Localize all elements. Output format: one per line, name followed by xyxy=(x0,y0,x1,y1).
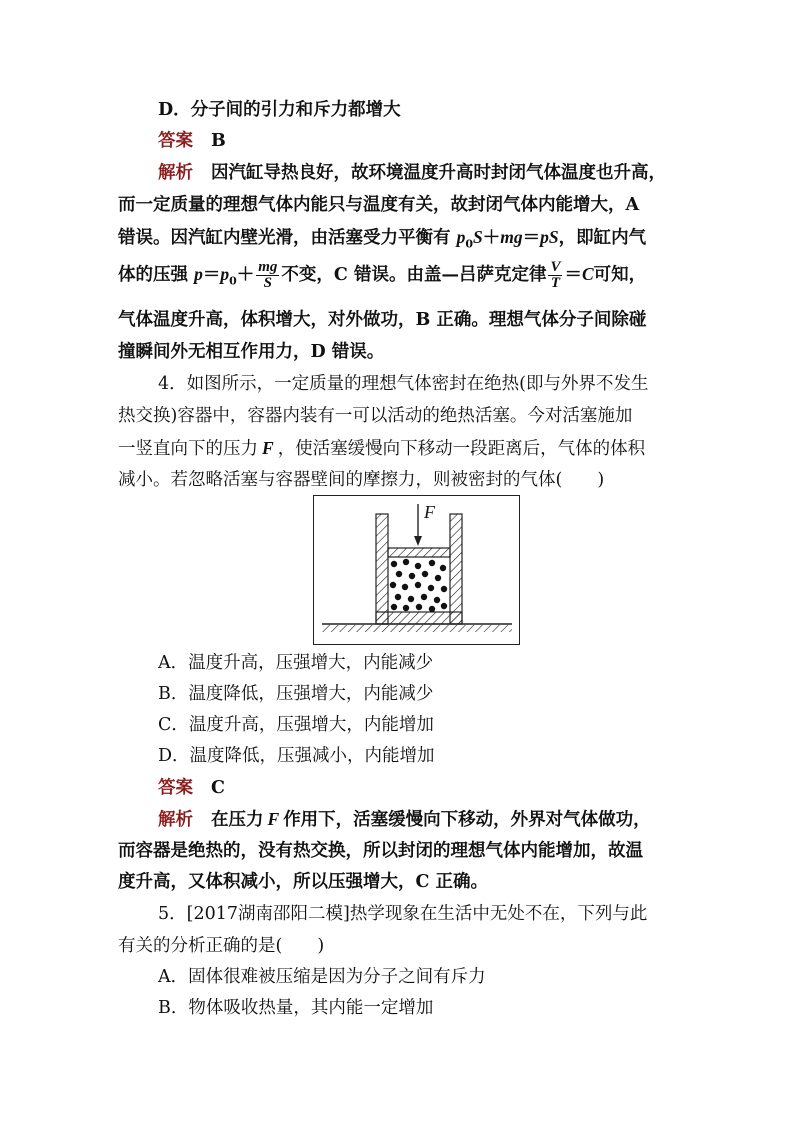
right-wall xyxy=(450,514,462,624)
answer-value: B xyxy=(211,131,226,151)
q3-option-d: D．分子间的引力和斥力都增大 xyxy=(158,100,401,120)
q3-analysis-line-2: 而一定质量的理想气体内能只与温度有关，故封闭气体内能增大，A xyxy=(118,195,640,215)
q3-analysis-line-5: 气体温度升高，体积增大，对外做功，B 正确。理想气体分子间除碰 xyxy=(118,310,647,330)
ground-hatch xyxy=(322,625,512,632)
q5-option-a: A．固体很难被压缩是因为分子之间有斥力 xyxy=(158,967,486,987)
answer-label: 答案 xyxy=(158,131,193,151)
left-wall xyxy=(376,514,388,624)
q4-stem-line-3: 一竖直向下的压力 F ，使活塞缓慢向下移动一段距离后，气体的体积 xyxy=(118,438,646,459)
q3-analysis-line-1: 解析 因汽缸导热良好，故环境温度升高时封闭气体温度也升高， xyxy=(158,163,666,183)
q4-option-c: C．温度升高，压强增大，内能增加 xyxy=(158,715,434,735)
fraction-v-over-t: $\frac{V}{T}$ xyxy=(550,259,561,291)
piston-container-figure xyxy=(313,495,520,645)
gas-molecules xyxy=(390,559,447,612)
q3-answer xyxy=(158,128,226,154)
q5-stem-line-2: 有关的分析正确的是( ) xyxy=(118,936,325,956)
q4-analysis-line-1: 解析 在压力 F 作用下，活塞缓慢向下移动，外界对气体做功， xyxy=(158,809,651,830)
force-arrow-head xyxy=(414,536,422,546)
force-label: F xyxy=(424,502,435,522)
q5-option-b: B．物体吸收热量，其内能一定增加 xyxy=(158,998,434,1018)
analysis-label: 解析 xyxy=(158,163,193,183)
q5-stem-line-1: 5．[2017湖南邵阳二模]热学现象在生活中无处不在，下列与此 xyxy=(158,904,648,924)
q4-answer: 答案 C xyxy=(158,778,225,798)
q4-option-a: A．温度升高，压强增大，内能减少 xyxy=(158,653,434,673)
bottom-wall xyxy=(376,612,462,624)
q3-analysis-line-3: 错误。因汽缸内壁光滑，由活塞受力平衡有 $p_0S+mg=pS$，即缸内气 xyxy=(118,227,647,251)
q4-stem-line-2: 热交换)容器中，容器内装有一可以活动的绝热活塞。今对活塞施加 xyxy=(118,406,633,426)
q4-analysis-line-2: 而容器是绝热的，没有热交换，所以封闭的理想气体内能增加，故温 xyxy=(118,841,643,861)
q4-stem-line-1: 4．如图所示，一定质量的理想气体密封在绝热(即与外界不发生 xyxy=(158,374,649,394)
q4-analysis-line-3: 度升高，又体积减小，所以压强增大，C 正确。 xyxy=(118,872,489,892)
q4-stem-line-4: 减小。若忽略活塞与容器壁间的摩擦力，则被密封的气体( ) xyxy=(118,470,605,490)
fraction-mg-over-s: $\frac{mg}{S}$ xyxy=(258,259,278,291)
q4-option-d: D．温度降低，压强减小，内能增加 xyxy=(158,746,435,766)
q3-analysis-line-4: 体的压强 $p=p_0+$ $\frac{mg}{S}$ 不变，C 错误。由盖—吕萨克定律 $\frac{V}{T}$ ＝C可知， xyxy=(118,259,647,291)
q3-analysis-line-6: 撞瞬间外无相互作用力，D 错误。 xyxy=(118,342,385,362)
q4-option-b: B．温度降低，压强增大，内能减少 xyxy=(158,684,434,704)
piston xyxy=(388,548,450,557)
piston-diagram xyxy=(314,496,519,644)
